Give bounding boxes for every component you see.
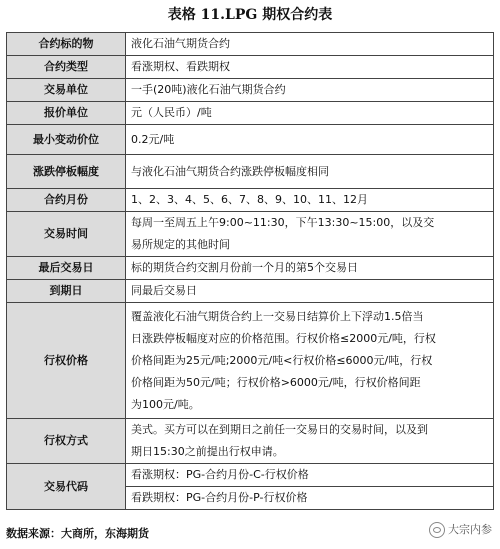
row-value	[126, 257, 494, 280]
table-row	[7, 102, 494, 125]
row-value-line: 日涨跌停板幅度对应的价格范围。行权价格≤2000元/吨，行权	[131, 331, 436, 345]
row-value	[126, 56, 494, 79]
row-value-line: 易所规定的其他时间	[131, 238, 230, 251]
table-row	[7, 155, 494, 189]
row-value	[126, 79, 494, 102]
row-value	[126, 155, 494, 189]
table-title: 表格 11.LPG 期权合约表	[167, 7, 333, 23]
row-value-line: 液化石油气期货合约	[131, 37, 230, 50]
row-label: 交易时间	[7, 212, 126, 257]
row-value	[126, 102, 494, 125]
table-row	[7, 464, 494, 487]
row-label: 涨跌停板幅度	[7, 155, 126, 189]
row-label: 报价单位	[7, 102, 126, 125]
table-row	[7, 257, 494, 280]
data-source: 数据来源：大商所，东海期货	[6, 527, 149, 540]
row-value-line: 美式。买方可以在到期日之前任一交易日的交易时间，以及到	[131, 423, 428, 436]
table-row	[7, 212, 494, 257]
row-value-line: 一手(20吨)液化石油气期货合约	[131, 83, 286, 96]
row-label: 合约月份	[7, 189, 126, 212]
row-value-line: 0.2元/吨	[131, 132, 175, 146]
row-value	[126, 419, 494, 464]
row-value-line: 标的期货合约交割月份前一个月的第5个交易日	[131, 261, 358, 274]
table-row	[7, 79, 494, 102]
row-value	[126, 212, 494, 257]
row-value-line: 看涨期权、看跌期权	[131, 60, 230, 73]
row-value-line: 元（人民币）/吨	[131, 106, 212, 119]
row-value-line: 期日15:30之前提出行权申请。	[131, 445, 284, 458]
row-value-line: 每周一至周五上午9:00~11:30，下午13:30~15:00，以及交	[131, 216, 435, 229]
contract-spec-table	[6, 32, 494, 510]
row-label: 合约类型	[7, 56, 126, 79]
row-value-line: 价格间距为25元/吨;2000元/吨<行权价格≤6000元/吨，行权	[131, 353, 433, 367]
row-value: 看跌期权：PG-合约月份-P-行权价格	[126, 487, 494, 510]
table-row	[7, 125, 494, 155]
table-row	[7, 189, 494, 212]
row-label: 交易单位	[7, 79, 126, 102]
row-label: 行权方式	[7, 419, 126, 464]
row-label: 合约标的物	[7, 33, 126, 56]
row-value	[126, 125, 494, 155]
row-value-line: 与液化石油气期货合约涨跌停板幅度相同	[131, 164, 329, 178]
row-value: 看涨期权：PG-合约月份-C-行权价格	[126, 464, 494, 487]
row-value	[126, 189, 494, 212]
row-label: 最后交易日	[7, 257, 126, 280]
wechat-icon	[429, 522, 445, 538]
row-label: 最小变动价位	[7, 125, 126, 155]
table-row	[7, 303, 494, 419]
table-row	[7, 33, 494, 56]
row-value-line: 价格间距为50元/吨；行权价格>6000元/吨，行权价格间距	[131, 375, 421, 389]
watermark	[429, 522, 492, 538]
row-label: 行权价格	[7, 303, 126, 419]
row-value-line: 1、2、3、4、5、6、7、8、9、10、11、12月	[131, 193, 368, 206]
row-value-line: 覆盖液化石油气期货合约上一交易日结算价上下浮动1.5倍当	[131, 309, 424, 323]
row-label: 交易代码	[7, 464, 126, 510]
table-row	[7, 280, 494, 303]
row-value-line: 为100元/吨。	[131, 397, 200, 411]
table-row	[7, 56, 494, 79]
watermark-text: 大宗内参	[448, 523, 492, 536]
table-row	[7, 419, 494, 464]
row-value	[126, 280, 494, 303]
row-value-line: 同最后交易日	[131, 284, 197, 297]
row-value	[126, 33, 494, 56]
row-value	[126, 303, 494, 419]
row-label: 到期日	[7, 280, 126, 303]
